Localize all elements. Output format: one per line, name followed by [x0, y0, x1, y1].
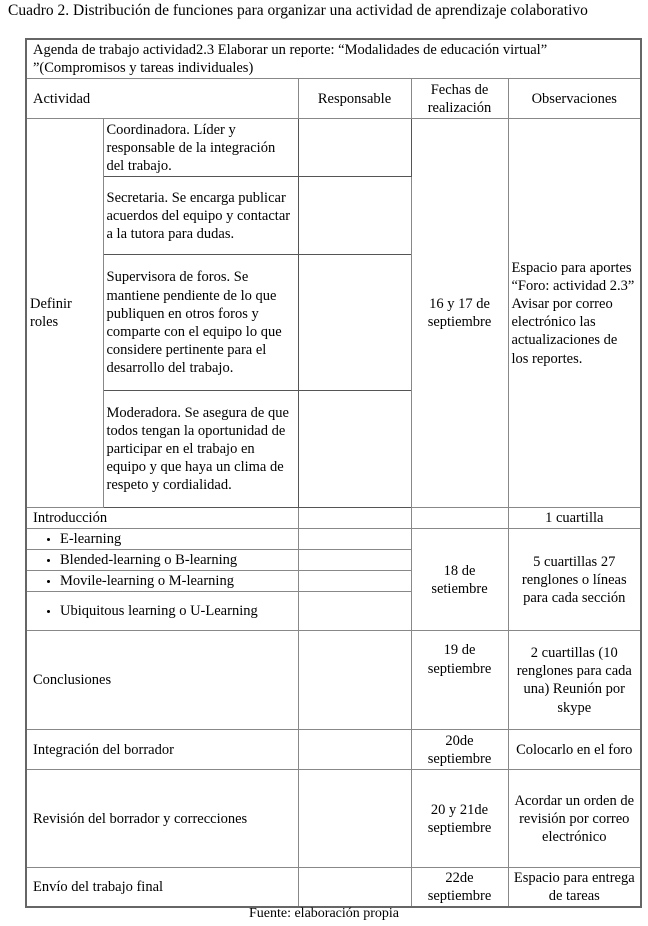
modalidad-responsable [298, 592, 411, 631]
integracion-responsable [298, 730, 411, 770]
modalidad-responsable [298, 550, 411, 571]
role-secretaria: Secretaria. Se encarga publicar acuerdos del equipo y contactar a la tutora para dudas. [103, 177, 298, 255]
introduccion-fecha [411, 508, 508, 529]
conclusiones-label: Conclusiones [26, 631, 298, 730]
introduccion-responsable [298, 508, 411, 529]
revision-observacion: Acordar un orden de revisión por correo electrónico [508, 770, 641, 868]
roles-fecha: 16 y 17 de septiembre [411, 119, 508, 508]
conclusiones-fecha: 19 de septiembre [411, 631, 508, 730]
role-coordinadora: Coordinadora. Líder y responsable de la integración del trabajo. [103, 119, 298, 177]
introduccion-label: Introducción [26, 508, 298, 529]
column-header-observaciones: Observaciones [508, 79, 641, 119]
column-header-responsable: Responsable [298, 79, 411, 119]
role-supervisora-responsable [298, 255, 411, 391]
envio-label: Envío del trabajo final [26, 868, 298, 907]
integracion-label: Integración del borrador [26, 730, 298, 770]
role-moderadora: Moderadora. Se asegura de que todos tengan la oportunidad de participar en el trabajo en equipo y que haya un clima de respeto y cordialidad. [103, 391, 298, 508]
roles-label: Definir roles [26, 119, 103, 508]
modalidad-item: • Movile-learning o M-learning [26, 571, 298, 592]
modalidad-item: • Ubiquitous learning o U-Learning [26, 592, 298, 631]
column-header-fechas: Fechas de realización [411, 79, 508, 119]
modalidad-responsable [298, 529, 411, 550]
role-supervisora: Supervisora de foros. Se mantiene pendiente de lo que publiquen en otros foros y comparte con el equipo lo que considere pertinente para el desarrollo del trabajo. [103, 255, 298, 391]
revision-label: Revisión del borrador y correcciones [26, 770, 298, 868]
modalidades-fecha: 18 de setiembre [411, 529, 508, 631]
envio-fecha: 22de septiembre [411, 868, 508, 907]
integracion-fecha: 20de septiembre [411, 730, 508, 770]
revision-responsable [298, 770, 411, 868]
roles-observacion: Espacio para aportes “Foro: actividad 2.3” Avisar por correo electrónico las actualizaciones de los reportes. [508, 119, 641, 508]
conclusiones-observacion: 2 cuartillas (10 renglones para cada una) Reunión por skype [508, 631, 641, 730]
modalidad-responsable [298, 571, 411, 592]
source-note: Fuente: elaboración propia [248, 906, 400, 921]
role-moderadora-responsable [298, 391, 411, 508]
integracion-observacion: Colocarlo en el foro [508, 730, 641, 770]
envio-observacion: Espacio para entrega de tareas [508, 868, 641, 907]
conclusiones-responsable [298, 631, 411, 730]
agenda-table [25, 38, 642, 908]
revision-fecha: 20 y 21de septiembre [411, 770, 508, 868]
table-caption: Cuadro 2. Distribución de funciones para organizar una actividad de aprendizaje colaborativo [8, 2, 588, 19]
introduccion-observacion: 1 cuartilla [508, 508, 641, 529]
agenda-header: Agenda de trabajo actividad2.3 Elaborar un reporte: “Modalidades de educación virtual” ”(Compromisos y tareas individuales) [26, 39, 641, 79]
envio-responsable [298, 868, 411, 907]
role-coordinadora-responsable [298, 119, 411, 177]
role-secretaria-responsable [298, 177, 411, 255]
modalidades-observacion: 5 cuartillas 27 renglones o líneas para cada sección [508, 529, 641, 631]
modalidad-item: • Blended-learning o B-learning [26, 550, 298, 571]
modalidad-item: • E-learning [26, 529, 298, 550]
column-header-actividad: Actividad [26, 79, 298, 119]
